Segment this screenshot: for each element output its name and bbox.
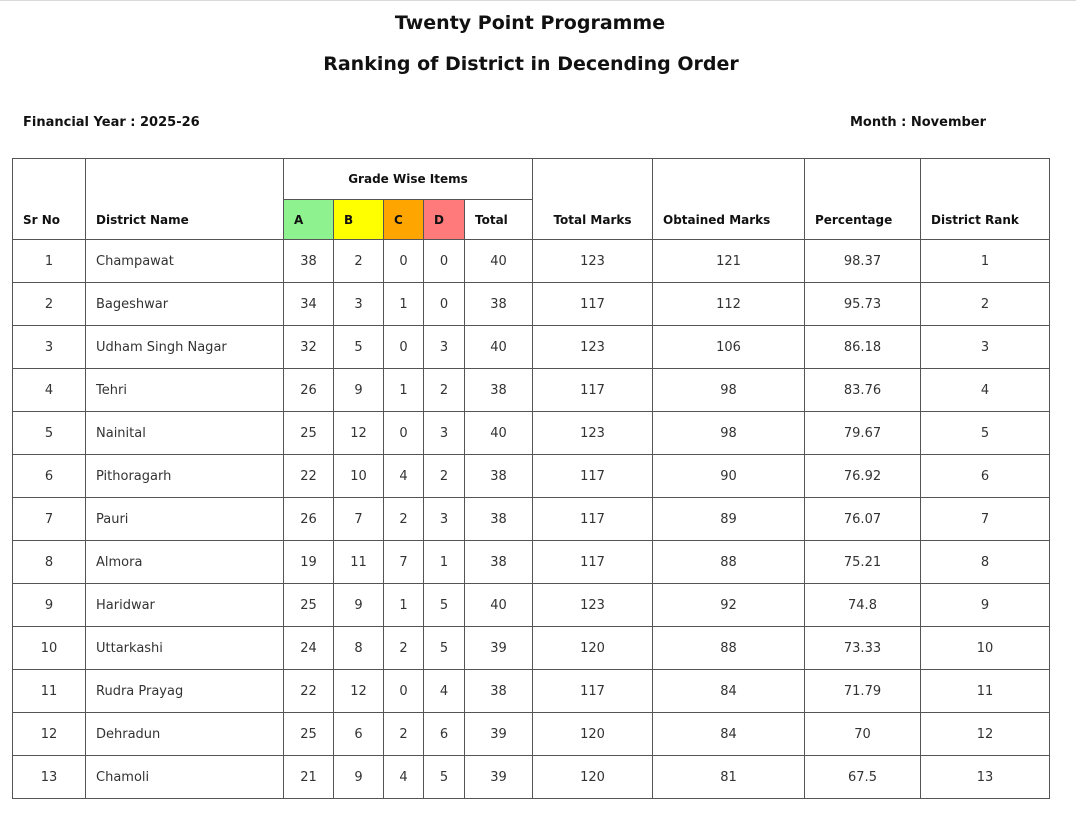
cell-grade-b: 7 (334, 498, 384, 541)
cell-grade-total: 40 (465, 584, 533, 627)
cell-obtained-marks: 88 (653, 627, 805, 670)
cell-grade-a: 25 (284, 412, 334, 455)
cell-total-marks: 120 (533, 756, 653, 799)
cell-grade-c: 2 (384, 627, 424, 670)
cell-grade-a: 32 (284, 326, 334, 369)
cell-obtained-marks: 98 (653, 412, 805, 455)
cell-district-rank: 6 (921, 455, 1050, 498)
cell-grade-a: 21 (284, 756, 334, 799)
cell-district-name: Champawat (86, 240, 284, 283)
cell-obtained-marks: 88 (653, 541, 805, 584)
cell-grade-c: 1 (384, 369, 424, 412)
cell-district-name: Dehradun (86, 713, 284, 756)
table-row (13, 713, 1050, 756)
cell-grade-total: 40 (465, 240, 533, 283)
cell-grade-d: 5 (424, 627, 465, 670)
table-row (13, 455, 1050, 498)
cell-district-rank: 4 (921, 369, 1050, 412)
cell-grade-a: 26 (284, 498, 334, 541)
cell-sr-no: 11 (13, 670, 86, 713)
cell-sr-no: 7 (13, 498, 86, 541)
cell-district-name: Pauri (86, 498, 284, 541)
cell-district-rank: 2 (921, 283, 1050, 326)
cell-grade-a: 25 (284, 584, 334, 627)
cell-percentage: 98.37 (805, 240, 921, 283)
cell-grade-a: 38 (284, 240, 334, 283)
cell-grade-b: 6 (334, 713, 384, 756)
cell-grade-d: 3 (424, 498, 465, 541)
cell-obtained-marks: 98 (653, 369, 805, 412)
cell-grade-total: 38 (465, 541, 533, 584)
cell-grade-total: 38 (465, 498, 533, 541)
cell-obtained-marks: 106 (653, 326, 805, 369)
col-header-grade-d: D (424, 200, 465, 240)
cell-district-rank: 1 (921, 240, 1050, 283)
cell-obtained-marks: 121 (653, 240, 805, 283)
cell-percentage: 86.18 (805, 326, 921, 369)
cell-grade-c: 2 (384, 713, 424, 756)
cell-grade-a: 22 (284, 455, 334, 498)
cell-district-rank: 5 (921, 412, 1050, 455)
cell-obtained-marks: 112 (653, 283, 805, 326)
cell-grade-d: 3 (424, 326, 465, 369)
cell-grade-b: 5 (334, 326, 384, 369)
cell-obtained-marks: 90 (653, 455, 805, 498)
cell-sr-no: 8 (13, 541, 86, 584)
table-row (13, 412, 1050, 455)
cell-district-name: Bageshwar (86, 283, 284, 326)
cell-total-marks: 117 (533, 670, 653, 713)
cell-grade-a: 34 (284, 283, 334, 326)
cell-sr-no: 3 (13, 326, 86, 369)
cell-percentage: 71.79 (805, 670, 921, 713)
cell-percentage: 76.07 (805, 498, 921, 541)
cell-grade-b: 9 (334, 756, 384, 799)
cell-grade-d: 5 (424, 584, 465, 627)
cell-percentage: 75.21 (805, 541, 921, 584)
cell-grade-c: 1 (384, 584, 424, 627)
cell-district-name: Almora (86, 541, 284, 584)
table-row (13, 584, 1050, 627)
table-row (13, 326, 1050, 369)
cell-percentage: 73.33 (805, 627, 921, 670)
table-row (13, 756, 1050, 799)
cell-total-marks: 117 (533, 541, 653, 584)
cell-grade-b: 10 (334, 455, 384, 498)
cell-grade-a: 22 (284, 670, 334, 713)
cell-district-name: Uttarkashi (86, 627, 284, 670)
cell-grade-c: 4 (384, 455, 424, 498)
cell-district-name: Udham Singh Nagar (86, 326, 284, 369)
cell-sr-no: 12 (13, 713, 86, 756)
cell-district-rank: 9 (921, 584, 1050, 627)
cell-percentage: 83.76 (805, 369, 921, 412)
cell-grade-total: 39 (465, 627, 533, 670)
table-row (13, 627, 1050, 670)
cell-grade-d: 6 (424, 713, 465, 756)
cell-grade-d: 5 (424, 756, 465, 799)
table-row (13, 240, 1050, 283)
table-body (13, 240, 1050, 799)
cell-grade-b: 3 (334, 283, 384, 326)
cell-district-rank: 8 (921, 541, 1050, 584)
col-header-grade-b: B (334, 200, 384, 240)
cell-grade-total: 40 (465, 326, 533, 369)
cell-total-marks: 117 (533, 283, 653, 326)
cell-grade-b: 2 (334, 240, 384, 283)
page-title: Twenty Point Programme (394, 12, 666, 34)
table-header (13, 159, 1050, 240)
cell-total-marks: 120 (533, 627, 653, 670)
col-header-grade-a: A (284, 200, 334, 240)
cell-grade-total: 40 (465, 412, 533, 455)
cell-total-marks: 117 (533, 498, 653, 541)
cell-grade-d: 0 (424, 283, 465, 326)
table-row (13, 369, 1050, 412)
cell-sr-no: 5 (13, 412, 86, 455)
col-header-total-marks: Total Marks (533, 159, 653, 240)
cell-grade-d: 0 (424, 240, 465, 283)
cell-grade-d: 2 (424, 455, 465, 498)
cell-district-name: Nainital (86, 412, 284, 455)
col-header-grade-c: C (384, 200, 424, 240)
district-ranking-table (12, 158, 1050, 799)
cell-district-rank: 13 (921, 756, 1050, 799)
cell-grade-c: 0 (384, 412, 424, 455)
cell-obtained-marks: 89 (653, 498, 805, 541)
cell-obtained-marks: 81 (653, 756, 805, 799)
cell-grade-total: 39 (465, 756, 533, 799)
table-row (13, 541, 1050, 584)
cell-grade-a: 19 (284, 541, 334, 584)
top-divider (0, 0, 1076, 1)
cell-sr-no: 6 (13, 455, 86, 498)
cell-district-rank: 12 (921, 713, 1050, 756)
cell-grade-total: 38 (465, 670, 533, 713)
month-label: Month : November (850, 115, 987, 130)
page-subtitle: Ranking of District in Decending Order (323, 53, 739, 75)
cell-percentage: 67.5 (805, 756, 921, 799)
cell-grade-b: 9 (334, 369, 384, 412)
cell-grade-a: 26 (284, 369, 334, 412)
cell-grade-d: 1 (424, 541, 465, 584)
cell-district-rank: 7 (921, 498, 1050, 541)
table-row (13, 670, 1050, 713)
cell-grade-total: 38 (465, 455, 533, 498)
col-header-obtained-marks: Obtained Marks (653, 159, 805, 240)
cell-grade-total: 38 (465, 369, 533, 412)
cell-total-marks: 123 (533, 584, 653, 627)
cell-total-marks: 123 (533, 240, 653, 283)
cell-obtained-marks: 84 (653, 670, 805, 713)
cell-grade-total: 39 (465, 713, 533, 756)
cell-total-marks: 123 (533, 326, 653, 369)
cell-sr-no: 4 (13, 369, 86, 412)
cell-district-rank: 10 (921, 627, 1050, 670)
cell-grade-c: 4 (384, 756, 424, 799)
cell-district-rank: 11 (921, 670, 1050, 713)
cell-grade-c: 2 (384, 498, 424, 541)
cell-total-marks: 117 (533, 455, 653, 498)
cell-total-marks: 123 (533, 412, 653, 455)
financial-year-label: Financial Year : 2025-26 (23, 115, 200, 130)
cell-grade-d: 4 (424, 670, 465, 713)
cell-obtained-marks: 84 (653, 713, 805, 756)
table-row (13, 498, 1050, 541)
cell-percentage: 70 (805, 713, 921, 756)
cell-sr-no: 13 (13, 756, 86, 799)
cell-grade-c: 0 (384, 240, 424, 283)
cell-grade-b: 11 (334, 541, 384, 584)
cell-grade-b: 12 (334, 670, 384, 713)
cell-district-name: Pithoragarh (86, 455, 284, 498)
col-header-grade-wise-items: Grade Wise Items (284, 159, 533, 200)
cell-district-name: Tehri (86, 369, 284, 412)
cell-total-marks: 120 (533, 713, 653, 756)
cell-grade-c: 0 (384, 326, 424, 369)
cell-percentage: 76.92 (805, 455, 921, 498)
cell-grade-c: 7 (384, 541, 424, 584)
cell-sr-no: 9 (13, 584, 86, 627)
cell-grade-total: 38 (465, 283, 533, 326)
cell-district-name: Chamoli (86, 756, 284, 799)
cell-district-name: Haridwar (86, 584, 284, 627)
cell-grade-b: 8 (334, 627, 384, 670)
cell-percentage: 95.73 (805, 283, 921, 326)
cell-grade-c: 0 (384, 670, 424, 713)
cell-grade-a: 24 (284, 627, 334, 670)
cell-grade-a: 25 (284, 713, 334, 756)
cell-district-name: Rudra Prayag (86, 670, 284, 713)
col-header-grade-total: Total (465, 200, 533, 240)
col-header-percentage: Percentage (805, 159, 921, 240)
col-header-district-name: District Name (86, 159, 284, 240)
cell-sr-no: 2 (13, 283, 86, 326)
cell-sr-no: 10 (13, 627, 86, 670)
col-header-district-rank: District Rank (921, 159, 1050, 240)
cell-grade-b: 9 (334, 584, 384, 627)
cell-grade-d: 3 (424, 412, 465, 455)
table-row (13, 283, 1050, 326)
cell-grade-b: 12 (334, 412, 384, 455)
cell-obtained-marks: 92 (653, 584, 805, 627)
cell-percentage: 79.67 (805, 412, 921, 455)
col-header-sr-no: Sr No (13, 159, 86, 240)
cell-grade-d: 2 (424, 369, 465, 412)
cell-district-rank: 3 (921, 326, 1050, 369)
cell-grade-c: 1 (384, 283, 424, 326)
cell-total-marks: 117 (533, 369, 653, 412)
cell-sr-no: 1 (13, 240, 86, 283)
cell-percentage: 74.8 (805, 584, 921, 627)
